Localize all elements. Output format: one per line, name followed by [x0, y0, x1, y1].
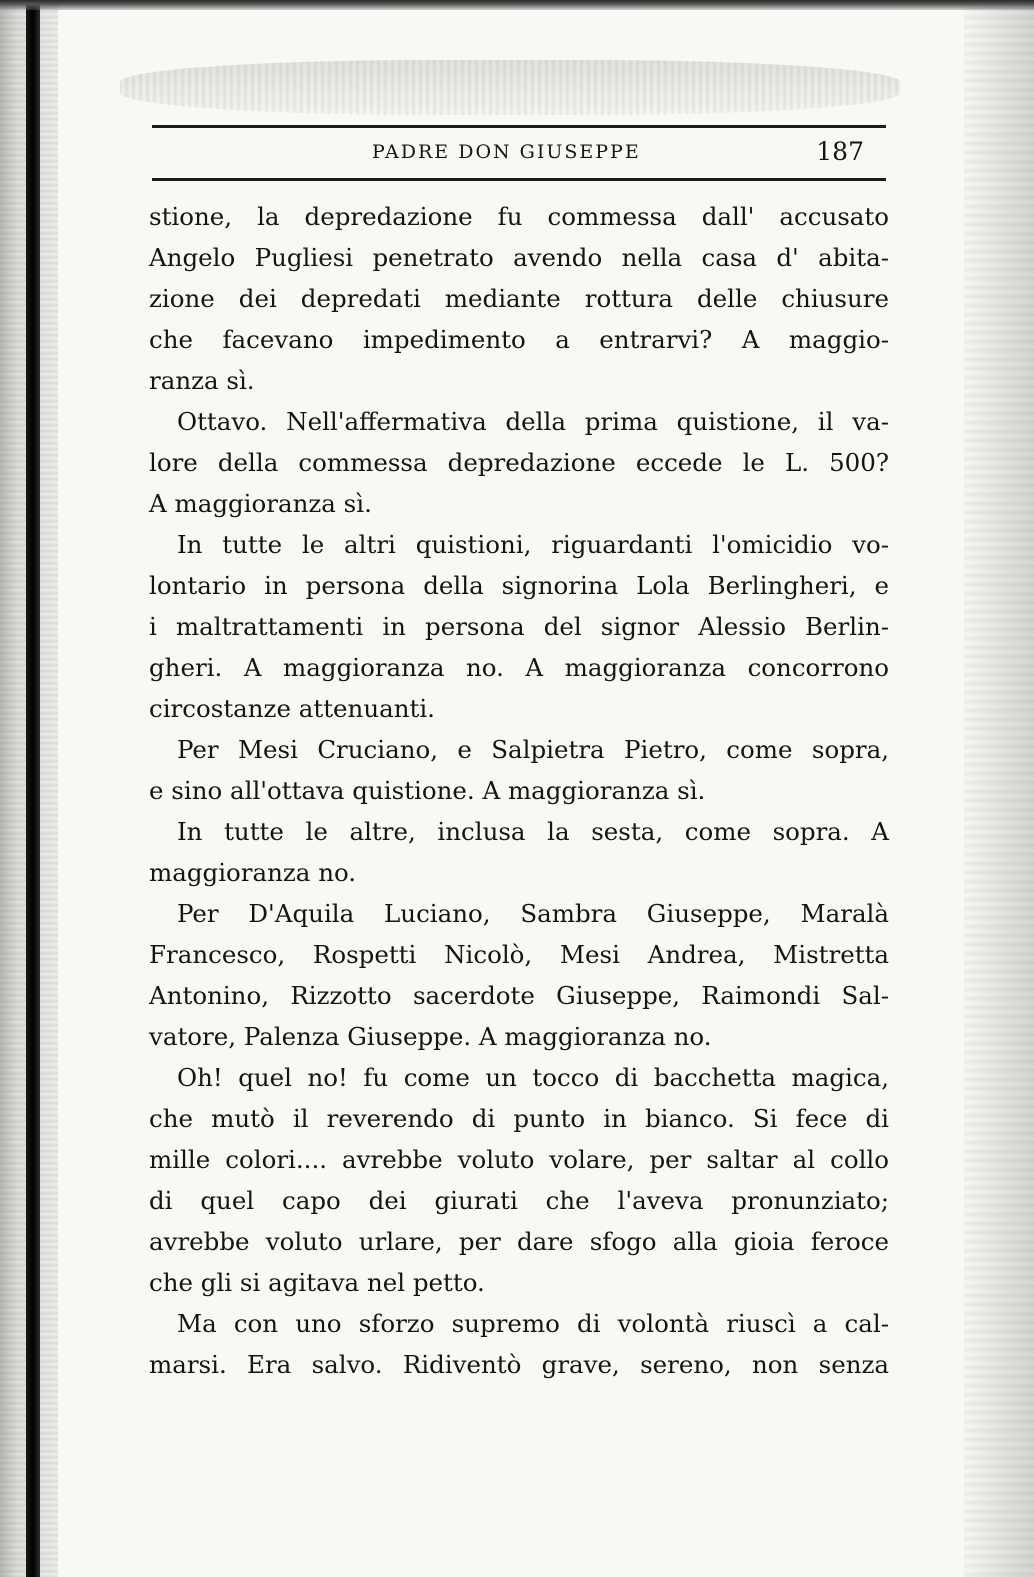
text-line: i maltrattamenti in persona del signor Alessio Berlin- [149, 612, 889, 641]
text-line: che facevano impedimento a entrarvi? A maggio- [149, 325, 889, 354]
text-line: mille colori.... avrebbe voluto volare, per saltar al collo [149, 1145, 889, 1174]
text-line: A maggioranza sì. [149, 489, 372, 518]
text-line: che mutò il reverendo di punto in bianco. Si fece di [149, 1104, 889, 1133]
header-rule-bottom [152, 178, 886, 181]
text-line: In tutte le altre, inclusa la sesta, come sopra. A [177, 817, 889, 846]
text-line: di quel capo dei giurati che l'aveva pronunziato; [149, 1186, 889, 1215]
page-header [152, 135, 886, 175]
text-line: avrebbe voluto urlare, per dare sfogo alla gioia feroce [149, 1227, 889, 1256]
text-line: circostanze attenuanti. [149, 694, 435, 723]
text-line: Antonino, Rizzotto sacerdote Giuseppe, Raimondi Sal- [149, 981, 889, 1010]
text-line: maggioranza no. [149, 858, 357, 887]
header-rule-top [152, 125, 886, 128]
text-line: e sino all'ottava quistione. A maggioranza sì. [149, 776, 706, 805]
text-line: Per D'Aquila Luciano, Sambra Giuseppe, Maralà [177, 899, 889, 928]
text-line: gheri. A maggioranza no. A maggioranza concorrono [149, 653, 889, 682]
text-line: In tutte le altri quistioni, riguardanti l'omicidio vo- [177, 530, 889, 559]
text-line: lontario in persona della signorina Lola Berlingheri, e [149, 571, 889, 600]
text-line: zione dei depredati mediante rottura delle chiusure [149, 284, 889, 313]
text-line: vatore, Palenza Giuseppe. A maggioranza no. [149, 1022, 712, 1051]
text-line: marsi. Era salvo. Ridiventò grave, sereno, non senza [149, 1350, 889, 1379]
book-spine [26, 0, 40, 1577]
scan-top-edge [0, 0, 1034, 10]
text-line: Francesco, Rospetti Nicolò, Mesi Andrea, Mistretta [149, 940, 889, 969]
text-line: Per Mesi Cruciano, e Salpietra Pietro, come sopra, [177, 735, 889, 764]
text-line: che gli si agitava nel petto. [149, 1268, 485, 1297]
page-number: 187 [816, 137, 864, 166]
text-line: Ma con uno sforzo supremo di volontà riuscì a cal- [177, 1309, 889, 1338]
text-line: Ottavo. Nell'affermativa della prima quistione, il va- [177, 407, 889, 436]
body-text [149, 196, 889, 1385]
text-line: lore della commessa depredazione eccede le L. 500? [149, 448, 889, 477]
text-line: Oh! quel no! fu come un tocco di bacchetta magica, [177, 1063, 889, 1092]
running-title: PADRE DON GIUSEPPE [372, 141, 641, 163]
page-edge-shadow [964, 0, 1034, 1577]
text-line: ranza sì. [149, 366, 255, 395]
bleed-through-noise [120, 60, 900, 115]
text-line: stione, la depredazione fu commessa dall' accusato [149, 202, 889, 231]
text-line: Angelo Pugliesi penetrato avendo nella casa d' abita- [149, 243, 889, 272]
